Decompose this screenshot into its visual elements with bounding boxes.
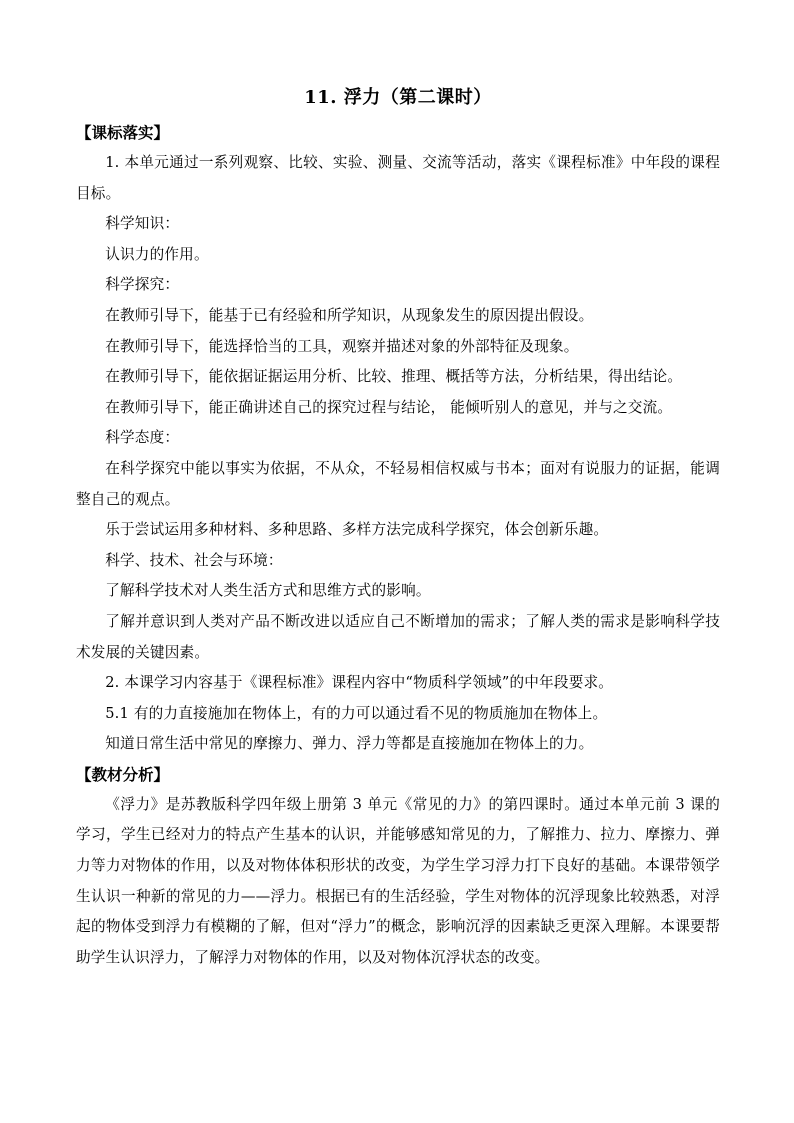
paragraph: 乐于尝试运用多种材料、多种思路、多样方法完成科学探究，体会创新乐趣。 [105,521,609,539]
paragraph: 2. 本课学习内容基于《课程标准》课程内容中“物质科学领域”的中年段要求。 [105,674,614,692]
paragraph: 在教师引导下，能正确讲述自己的探究过程与结论， 能倾听别人的意见，并与之交流。 [105,398,673,416]
paragraph: 5.1 有的力直接施加在物体上，有的力可以通过看不见的物质施加在物体上。 [105,704,608,722]
paragraph: 科学知识： [105,215,180,233]
paragraph: 《浮力》是苏教版科学四年级上册第 3 单元《常见的力》的第四课时。通过本单元前 3 课的学习，学生已经对力的特点产生基本的认识，并能够感知常见的力，了解推力、拉力、摩擦力、弹力等力对物体的作用，以及对物体体积形状的改变，为学生学习浮力打下良好的基础。本课带领学生认识一种新的常见的力——浮力。根据已有的生活经验，学生对物体的沉浮现象比较熟悉，对浮起的物体受到浮力有模糊的了解，但对“浮力”的概念，影响沉浮的因素缺乏更深入理解。本课要帮助学生认识浮力，了解浮力对物体的作用，以及对物体沉浮状态的改变。 [76,795,720,966]
paragraph: 1. 本单元通过一系列观察、比较、实验、测量、交流等活动，落实《课程标准》中年段的课程目标。 [76,154,720,202]
paragraph: 在教师引导下，能基于已有经验和所学知识，从现象发生的原因提出假设。 [105,306,594,324]
document-title: 11. 浮力（第二课时） [304,87,492,108]
section-heading: 【课标落实】 [76,123,170,142]
paragraph: 科学态度： [105,429,180,447]
paragraph: 认识力的作用。 [105,245,209,263]
paragraph: 知道日常生活中常见的摩擦力、弹力、浮力等都是直接施加在物体上的力。 [105,735,594,753]
paragraph: 在科学探究中能以事实为依据，不从众，不轻易相信权威与书本；面对有说服力的证据，能调整自己的观点。 [76,459,720,508]
paragraph: 科学、技术、社会与环境： [105,551,283,569]
section-curriculum-standards [76,118,720,760]
section-textbook-analysis [76,760,720,974]
section-heading: 【教材分析】 [76,764,170,784]
paragraph: 了解科学技术对人类生活方式和思维方式的影响。 [105,582,431,600]
paragraph: 了解并意识到人类对产品不断改进以适应自己不断增加的需求；了解人类的需求是影响科学技术发展的关键因素。 [76,612,720,661]
paragraph: 科学探究： [105,276,180,294]
paragraph: 在教师引导下，能依据证据运用分析、比较、推理、概括等方法，分析结果，得出结论。 [105,368,683,386]
document-page [76,84,720,973]
paragraph: 在教师引导下，能选择恰当的工具，观察并描述对象的外部特征及现象。 [105,337,579,355]
